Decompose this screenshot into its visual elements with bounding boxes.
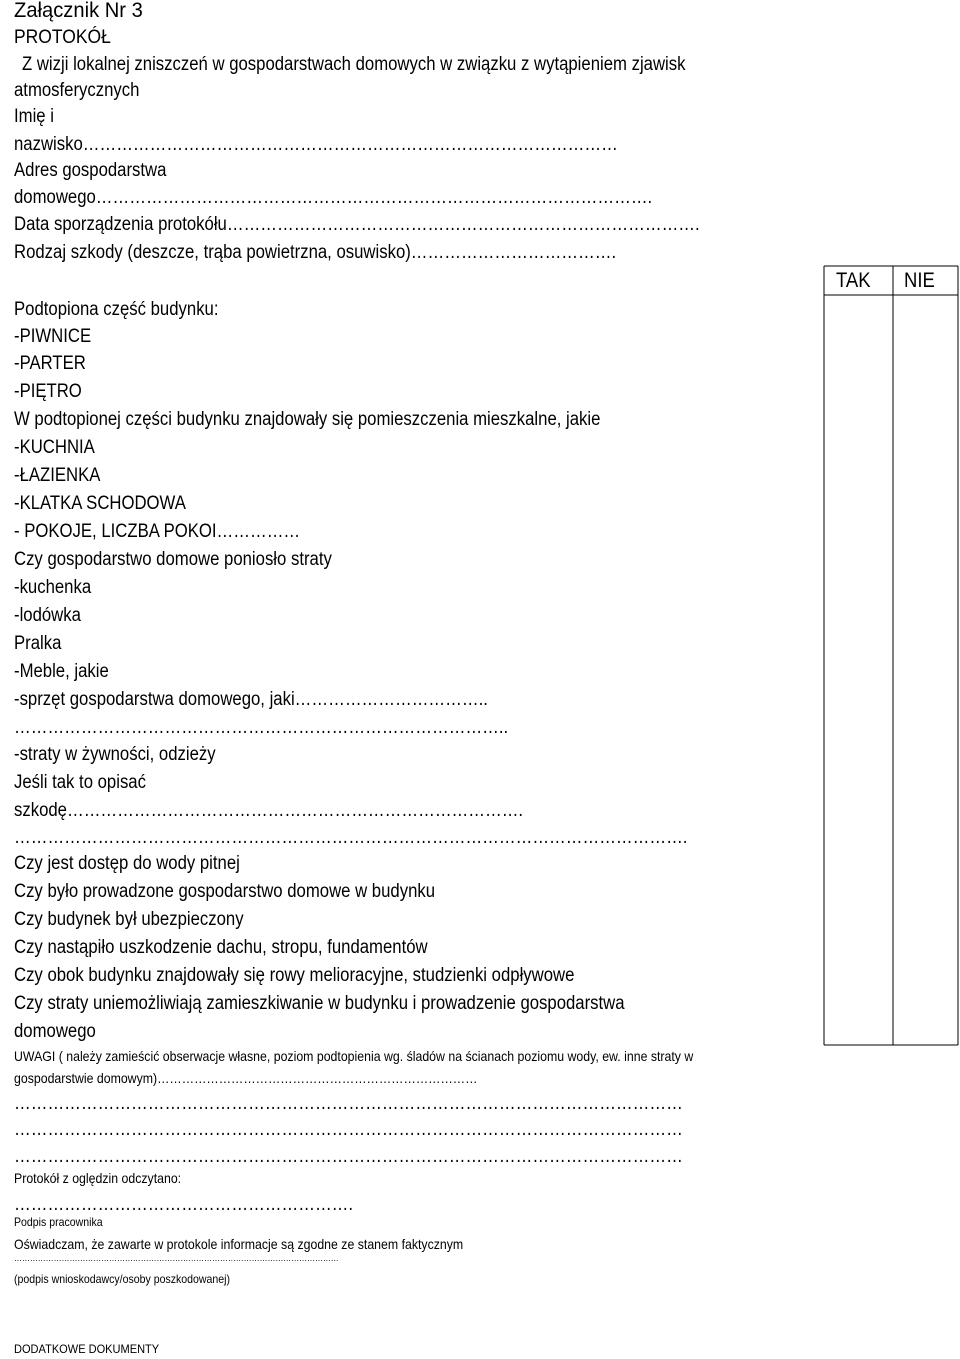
name-label: Imię i — [14, 106, 54, 127]
row-furniture: -Meble, jakie — [14, 661, 109, 682]
damage-description-line1: szkodę………………………………………………………………………. — [14, 800, 524, 821]
document-subtitle-line2: atmosferycznych — [14, 80, 140, 101]
row-upper-floor: -PIĘTRO — [14, 381, 82, 402]
losses-heading: Czy gospodarstwo domowe poniosło straty — [14, 549, 332, 570]
damage-type-field: Rodzaj szkody (deszcze, trąba powietrzna, osuwisko)………………………………. — [14, 242, 617, 263]
row-drinking-water: Czy jest dostęp do wody pitnej — [14, 853, 240, 874]
declaration-text: Oświadczam, że zawarte w protokole informacje są zgodne ze stanem faktycznym — [14, 1236, 464, 1252]
applicant-signature-dots: …………………………………………………………………………………………………………… — [14, 1253, 339, 1263]
name-field: nazwisko…………………………………………………………………………………… — [14, 134, 618, 155]
remarks-line2: gospodarstwie domowym)…………………………………………………………………… — [14, 1070, 478, 1086]
row-food-clothes: -straty w żywności, odzieży — [14, 744, 216, 765]
row-household-run: Czy było prowadzone gospodarstwo domowe w budynku — [14, 881, 436, 902]
row-kitchen: -KUCHNIA — [14, 437, 95, 458]
row-basement: -PIWNICE — [14, 326, 92, 347]
address-label: Adres gospodarstwa — [14, 160, 167, 181]
row-roof-damage: Czy nastąpiło uszkodzenie dachu, stropu, fundamentów — [14, 937, 428, 958]
employee-signature-label: Podpis pracownika — [14, 1215, 103, 1229]
row-equipment: -sprzęt gospodarstwa domowego, jaki…………………………….. — [14, 689, 488, 710]
row-uninhabitable: Czy straty uniemożliwiają zamieszkiwanie w budynku i prowadzenie gospodarstwa — [14, 993, 625, 1014]
row-rooms-count: - POKOJE, LICZBA POKOI…………… — [14, 521, 301, 542]
row-equipment-continuation: …………………………………………………………………………….. — [14, 717, 509, 738]
additional-documents-heading: DODATKOWE DOKUMENTY — [14, 1342, 160, 1356]
row-insured: Czy budynek był ubezpieczony — [14, 909, 244, 930]
address-field: domowego………………………………………………………………………………………. — [14, 187, 653, 208]
remarks-line1: UWAGI ( należy zamieścić obserwacje własne, poziom podtopienia wg. śladów na ścianach poziomu wody, ew. inne straty w — [14, 1048, 694, 1064]
row-fridge: -lodówka — [14, 605, 81, 626]
column-header-no: NIE — [904, 269, 935, 292]
document-subtitle-line1: Z wizji lokalnej zniszczeń w gospodarstwach domowych w związku z wytąpieniem zjawisk — [22, 54, 686, 75]
annex-label: Załącznik Nr 3 — [14, 0, 143, 22]
row-uninhabitable-cont: domowego — [14, 1021, 96, 1042]
rooms-heading: W podtopionej części budynku znajdowały się pomieszczenia mieszkalne, jakie — [14, 409, 601, 430]
employee-signature-dots: ……………………………………………………. — [14, 1194, 354, 1215]
describe-label: Jeśli tak to opisać — [14, 772, 146, 793]
remarks-dots-line2: ………………………………………………………………………………………………………… — [14, 1119, 683, 1140]
flooded-part-heading: Podtopiona część budynku: — [14, 299, 219, 320]
remarks-dots-line3: ………………………………………………………………………………………………………… — [14, 1146, 683, 1167]
row-bathroom: -ŁAZIENKA — [14, 465, 101, 486]
column-header-yes: TAK — [836, 269, 871, 292]
row-stove: -kuchenka — [14, 577, 92, 598]
row-ground-floor: -PARTER — [14, 353, 86, 374]
document-title: PROTOKÓŁ — [14, 27, 111, 48]
remarks-dots-line1: ………………………………………………………………………………………………………… — [14, 1093, 683, 1114]
row-washer: Pralka — [14, 633, 62, 654]
read-out-label: Protokół z oględzin odczytano: — [14, 1170, 182, 1186]
row-ditches: Czy obok budynku znajdowały się rowy melioracyjne, studzienki odpływowe — [14, 965, 575, 986]
applicant-signature-label: (podpis wnioskodawcy/osoby poszkodowanej) — [14, 1272, 231, 1286]
date-field: Data sporządzenia protokółu…………………………………………………………………………. — [14, 214, 700, 235]
damage-description-line2: …………………………………………………………………………………………………………. — [14, 827, 688, 848]
row-staircase: -KLATKA SCHODOWA — [14, 493, 186, 514]
